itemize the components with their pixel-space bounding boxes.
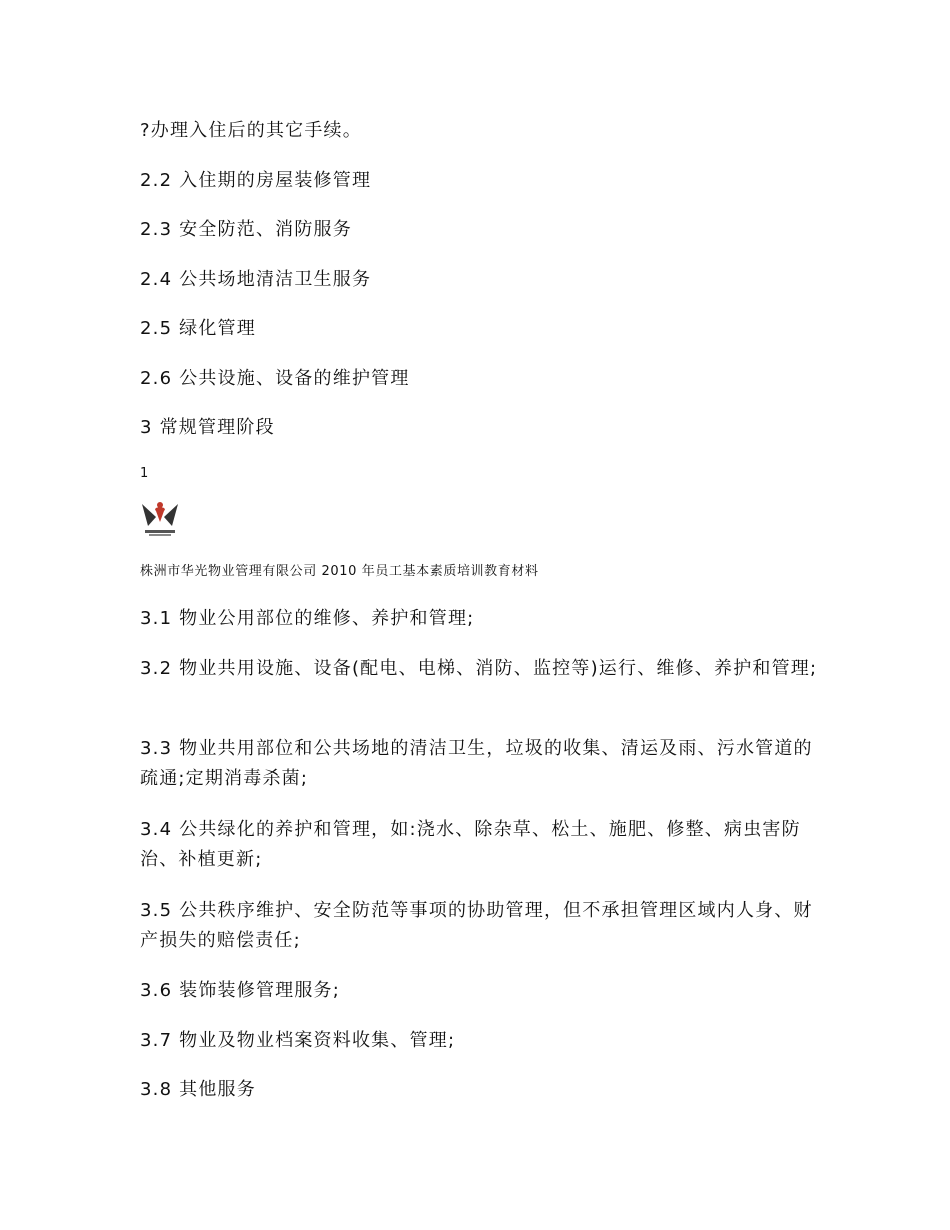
list-item-3-2: 3.2 物业共用设施、设备(配电、电梯、消防、监控等)运行、维修、养护和管理;: [140, 658, 818, 679]
text-line-2-5: 2.5 绿化管理: [140, 318, 256, 339]
list-item-3-8: 3.8 其他服务: [140, 1079, 256, 1100]
text-line-handle-procedures: ?办理入住后的其它手续。: [140, 120, 362, 141]
text-line-2-6: 2.6 公共设施、设备的维护管理: [140, 368, 410, 389]
list-item-3-6: 3.6 装饰装修管理服务;: [140, 980, 341, 1001]
text-line-2-4: 2.4 公共场地清洁卫生服务: [140, 269, 372, 290]
section-heading-3: 3 常规管理阶段: [140, 417, 275, 438]
text-line-2-3: 2.3 安全防范、消防服务: [140, 219, 352, 240]
text-line-2-2: 2.2 入住期的房屋装修管理: [140, 170, 372, 191]
page-number: 1: [140, 466, 149, 481]
list-item-3-5: 3.5 公共秩序维护、安全防范等事项的协助管理，但不承担管理区域内人身、财产损失的赔偿责任;: [140, 900, 813, 951]
list-item-3-7: 3.7 物业及物业档案资料收集、管理;: [140, 1030, 456, 1051]
company-logo-icon: [139, 500, 181, 538]
list-item-3-3: 3.3 物业共用部位和公共场地的清洁卫生，垃圾的收集、清运及雨、污水管道的疏通;定期消毒杀菌;: [140, 738, 813, 789]
list-item-3-1: 3.1 物业公用部位的维修、养护和管理;: [140, 608, 475, 629]
list-item-3-4: 3.4 公共绿化的养护和管理，如:浇水、除杂草、松土、施肥、修整、病虫害防治、补植更新;: [140, 819, 801, 870]
document-header-note: 株洲市华光物业管理有限公司 2010 年员工基本素质培训教育材料: [140, 564, 539, 579]
